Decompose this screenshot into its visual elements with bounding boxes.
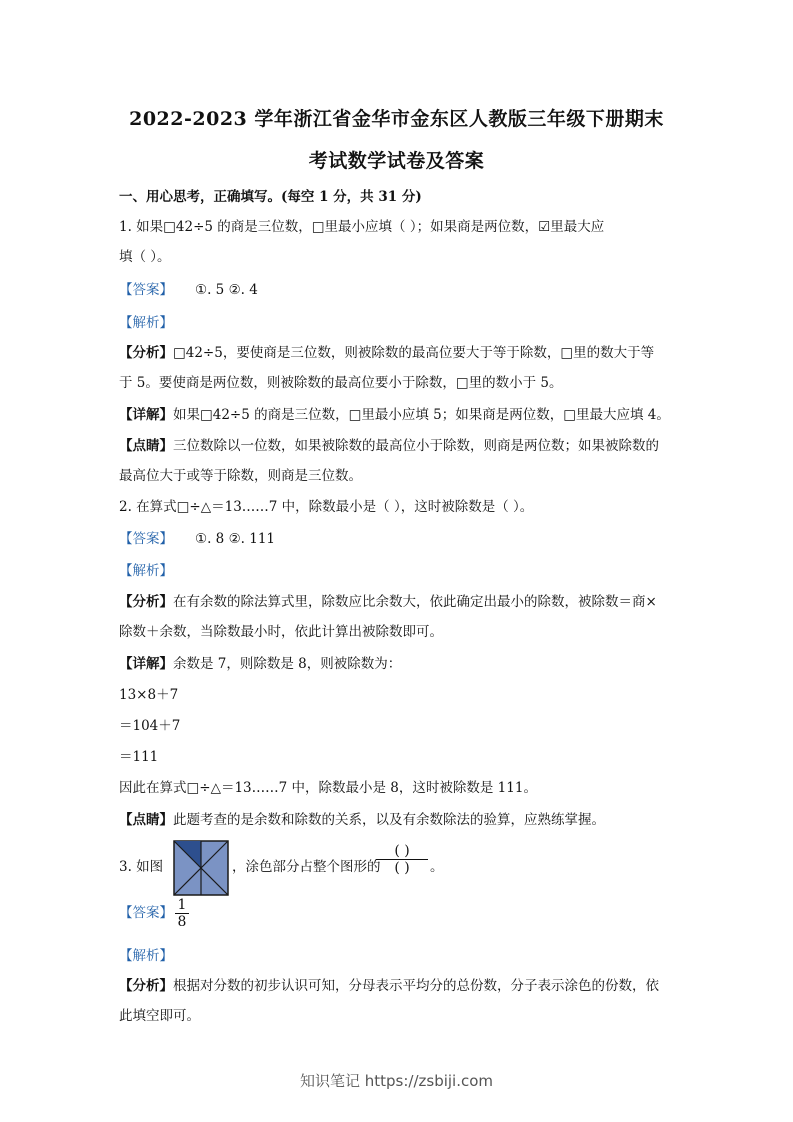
q2-calc-2: ＝104＋7	[119, 718, 181, 734]
dianjing-tag: 【点睛】	[119, 812, 173, 828]
q3-answer-denominator: 8	[177, 914, 187, 930]
doc-title-line2: 考试数学试卷及答案	[308, 150, 485, 172]
q1-dianjing-2: 最高位大于或等于除数，则商是三位数。	[119, 468, 362, 484]
q2-answer	[119, 529, 275, 549]
q3-fenxi-2: 此填空即可。	[119, 1008, 200, 1024]
answer-tag: 【答案】	[119, 905, 173, 921]
q3-blank-numerator: ( )	[394, 843, 410, 859]
q2-xiangjie: 【详解】余数是 7，则除数是 8，则被除数为：	[119, 656, 402, 672]
q3-blank-denominator: ( )	[394, 860, 410, 876]
dianjing-tag: 【点睛】	[119, 438, 173, 454]
fenxi-tag: 【分析】	[119, 978, 173, 994]
q2-calc-1: 13×8＋7	[119, 687, 179, 703]
q1-fenxi-2: 于 5。要使商是两位数，则被除数的最高位要小于除数，□里的数小于 5。	[119, 375, 563, 391]
doc-title-line1: 2022-2023 学年浙江省金华市金东区人教版三年级下册期末	[129, 108, 664, 130]
q3-prefix: 3. 如图	[119, 859, 164, 875]
q3-answer-fraction	[175, 897, 189, 930]
q2-fenxi-1: 【分析】在有余数的除法算式里，除数应比余数大，依此确定出最小的除数，被除数＝商×	[119, 594, 657, 610]
fenxi-tag: 【分析】	[119, 345, 173, 361]
xiangjie-tag: 【详解】	[119, 407, 173, 423]
q1-answer-value: ①. 5 ②. 4	[195, 282, 258, 298]
q3-fenxi-1: 【分析】根据对分数的初步认识可知，分母表示平均分的总份数，分子表示涂色的份数，依	[119, 978, 659, 994]
section-heading: 一、用心思考，正确填写。(每空 1 分，共 31 分)	[119, 189, 422, 205]
answer-tag: 【答案】	[119, 531, 173, 547]
q2-answer-value: ①. 8 ②. 111	[195, 531, 276, 547]
q3-suffix: ，涂色部分占整个图形的	[232, 859, 381, 875]
q2-conclusion: 因此在算式□÷△＝13……7 中，除数最小是 8，这时被除数是 111。	[119, 780, 537, 796]
q3-end: 。	[430, 859, 444, 875]
q2-analysis-tag: 【解析】	[119, 563, 173, 579]
q3-analysis-tag: 【解析】	[119, 948, 173, 964]
answer-tag: 【答案】	[119, 282, 173, 298]
q2-dianjing: 【点睛】此题考查的是余数和除数的关系，以及有余数除法的验算，应熟练掌握。	[119, 812, 605, 828]
fenxi-tag: 【分析】	[119, 594, 173, 610]
q2-fenxi-2: 除数＋余数，当除数最小时，依此计算出被除数即可。	[119, 624, 443, 640]
q1-answer	[119, 280, 258, 300]
q2-calc-3: ＝111	[119, 749, 159, 765]
q2-line1: 2. 在算式□÷△＝13……7 中，除数最小是（ ），这时被除数是（ ）。	[119, 499, 534, 515]
footer-watermark: 知识笔记 https://zsbiji.com	[299, 1072, 494, 1090]
square-figure	[173, 840, 229, 896]
q1-line2: 填（ ）。	[119, 249, 171, 265]
q3-answer-numerator: 1	[177, 897, 187, 913]
q1-line1: 1. 如果□42÷5 的商是三位数，□里最小应填（ ）；如果商是两位数，☑里最大应	[119, 219, 605, 235]
q1-dianjing-1: 【点睛】三位数除以一位数，如果被除数的最高位小于除数，则商是两位数；如果被除数的	[119, 438, 659, 454]
q1-analysis-tag: 【解析】	[119, 315, 173, 331]
q1-xiangjie: 【详解】如果□42÷5 的商是三位数，□里最小应填 5；如果商是两位数，□里最大应填 4。	[119, 407, 670, 423]
q1-fenxi-1: 【分析】□42÷5，要使商是三位数，则被除数的最高位要大于等于除数，□里的数大于等	[119, 345, 655, 361]
q3-fraction-blank	[376, 843, 428, 876]
q3-answer	[119, 903, 173, 923]
xiangjie-tag: 【详解】	[119, 656, 173, 672]
